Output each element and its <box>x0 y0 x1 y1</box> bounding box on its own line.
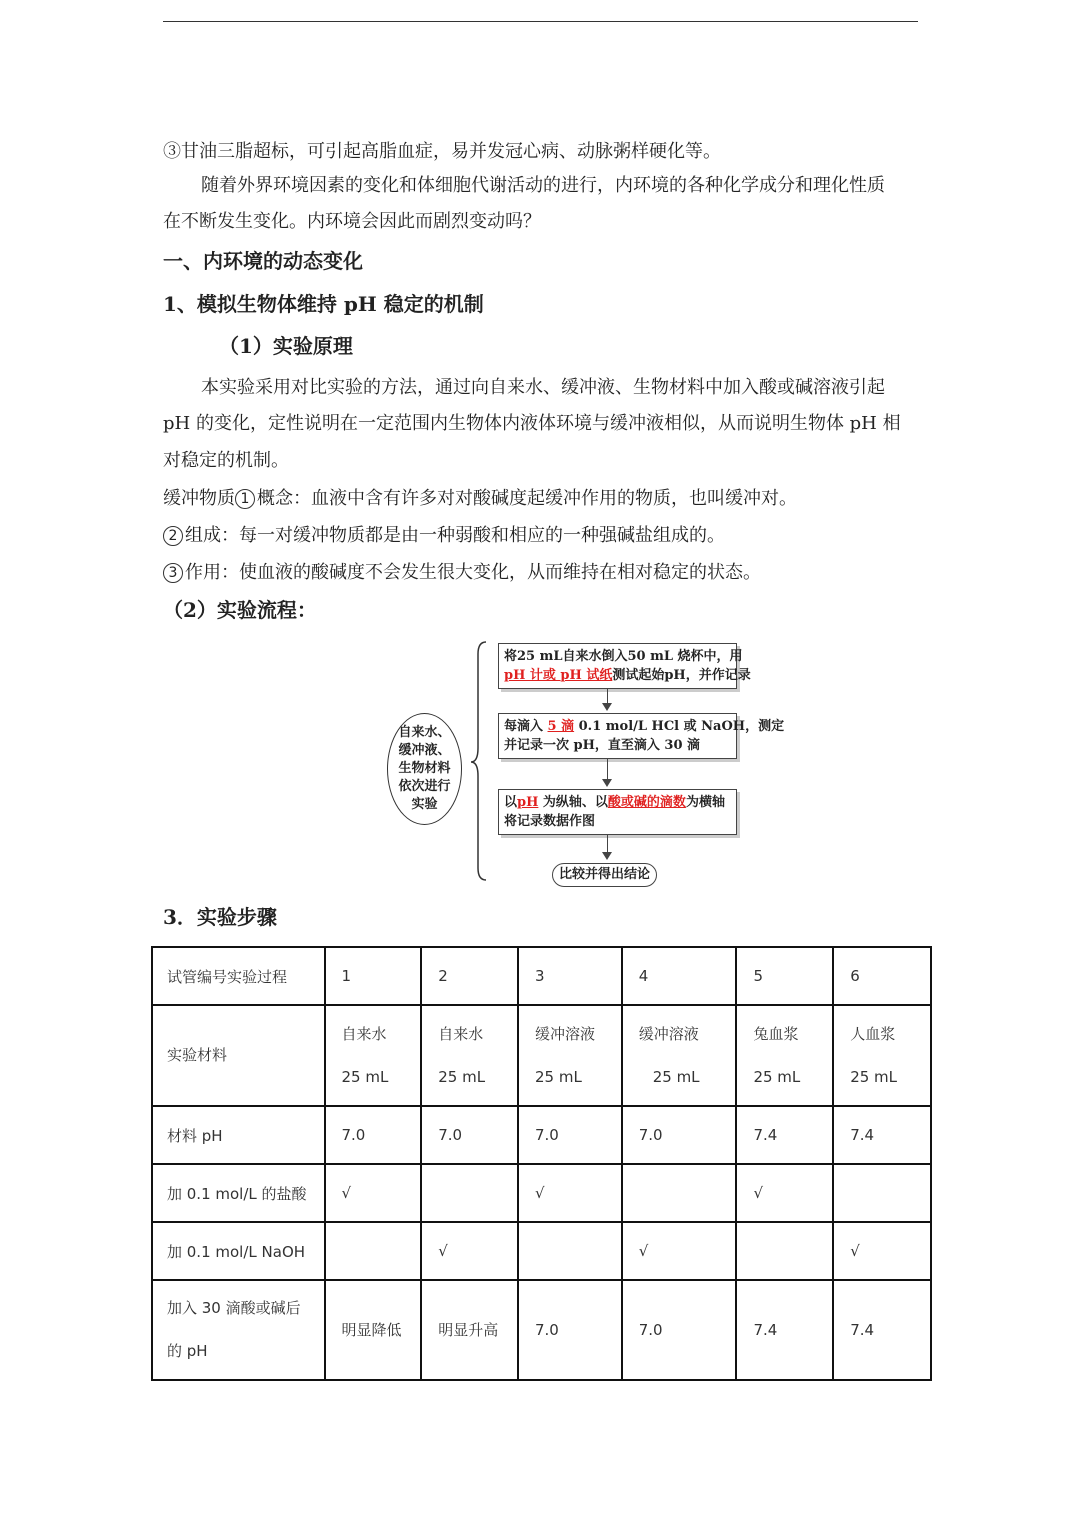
heading-principle: （1）实验原理 <box>219 334 353 358</box>
highlight-text: 酸或碱的滴数 <box>607 795 686 810</box>
material-volume: 25 mL <box>753 1067 801 1086</box>
flow-step-2 <box>498 713 785 759</box>
check-cell: √ <box>518 1164 622 1222</box>
flow-step-3 <box>498 789 737 835</box>
table-cell: 7.0 <box>518 1280 622 1380</box>
flow-step-3-line-1 <box>504 793 731 812</box>
check-cell: √ <box>736 1164 833 1222</box>
table-row <box>152 1164 931 1222</box>
oval-line: 依次进行 <box>398 779 451 794</box>
table-cell: 明显降低 <box>325 1280 422 1380</box>
flow-step-1-line-1: 将25 mL自来水倒入50 mL 烧杯中，用 <box>504 649 743 664</box>
oval-line: 缓冲液、 <box>398 743 451 758</box>
intro-line-3: 在不断发生变化。内环境会因此而剧烈变动吗？ <box>163 211 541 232</box>
check-cell <box>833 1164 931 1222</box>
table-cell: 7.4 <box>736 1280 833 1380</box>
material-volume: 25 mL <box>535 1067 582 1086</box>
table-cell <box>622 1005 737 1106</box>
flow-text: 测试起始pH，并作记录 <box>612 668 751 683</box>
buffer-composition <box>163 517 923 554</box>
table-cell: 1 <box>325 947 422 1005</box>
table-row <box>152 1280 931 1380</box>
highlight-text: pH 计或 pH 试纸 <box>504 668 613 683</box>
material-name: 自来水 <box>438 1024 484 1043</box>
intro-line-1: ③甘油三脂超标，可引起高脂血症，易并发冠心病、动脉粥样硬化等。 <box>163 141 721 162</box>
table-cell <box>325 1005 422 1106</box>
table-cell: 6 <box>833 947 931 1005</box>
table-cell <box>736 1005 833 1106</box>
table-cell: 实验材料 <box>152 1005 325 1106</box>
highlight-text: pH <box>517 795 539 810</box>
heading-procedure: （2）实验流程： <box>163 598 317 622</box>
table-cell: 7.4 <box>833 1106 931 1164</box>
principle-line-1: 本实验采用对比实验的方法，通过向自来水、缓冲液、生物材料中加入酸或碱溶液引起 <box>201 377 885 398</box>
material-volume: 25 mL <box>652 1067 700 1086</box>
table-cell: 7.4 <box>736 1106 833 1164</box>
table-cell: 7.4 <box>833 1280 931 1380</box>
table-cell: 2 <box>421 947 518 1005</box>
table-cell: 加 0.1 mol/L NaOH <box>152 1222 325 1280</box>
arrow-down-icon <box>602 703 612 711</box>
material-volume: 25 mL <box>438 1067 486 1086</box>
check-cell <box>622 1164 737 1222</box>
buffer-function-text: 作用：使血液的酸碱度不会发生很大变化，从而维持在相对稳定的状态。 <box>185 562 761 583</box>
circled-number: 3 <box>163 563 183 583</box>
flow-step-1-line-2 <box>504 666 751 685</box>
row-label-line: 加入 30 滴酸或碱后 <box>167 1299 301 1317</box>
flow-text: 以 <box>504 795 518 810</box>
principle-line-3: 对稳定的机制。 <box>163 450 289 471</box>
materials-oval <box>387 713 462 825</box>
flow-step-3-line-2: 将记录数据作图 <box>504 814 596 829</box>
material-name: 人血浆 <box>850 1024 896 1043</box>
table-cell: 7.0 <box>518 1106 622 1164</box>
table-row <box>152 1106 931 1164</box>
check-cell <box>736 1222 833 1280</box>
material-name: 缓冲溶液 <box>638 1024 699 1043</box>
circled-number: 1 <box>235 489 255 509</box>
flow-text: 0.1 mol/L HCl 或 NaOH，测定 <box>574 719 785 734</box>
check-cell: √ <box>421 1222 518 1280</box>
oval-line: 自来水、 <box>398 725 451 740</box>
brace-shape <box>470 640 490 885</box>
table-row <box>152 1005 931 1106</box>
check-cell <box>518 1222 622 1280</box>
table-cell <box>421 1005 518 1106</box>
buffer-composition-text: 组成：每一对缓冲物质都是由一种弱酸和相应的一种强碱盐组成的。 <box>185 525 725 546</box>
arrow-down-icon <box>602 779 612 787</box>
row-label-line: 的 pH <box>167 1342 208 1360</box>
material-volume: 25 mL <box>341 1067 389 1086</box>
table-cell: 试管编号实验过程 <box>152 947 325 1005</box>
material-name: 自来水 <box>341 1024 387 1043</box>
table-cell: 明显升高 <box>421 1280 518 1380</box>
header-rule <box>163 21 918 22</box>
check-cell: √ <box>833 1222 931 1280</box>
material-volume: 25 mL <box>850 1067 898 1086</box>
experiment-table <box>151 946 932 1381</box>
highlight-text: 5 滴 <box>547 719 575 734</box>
check-cell: √ <box>325 1164 422 1222</box>
flow-connector <box>607 834 608 854</box>
buffer-function <box>163 554 923 591</box>
check-cell <box>325 1222 422 1280</box>
buffer-prefix: 缓冲物质 <box>163 488 235 509</box>
flow-step-2-line-2: 并记录一次 pH，直至滴入 30 滴 <box>504 738 701 753</box>
material-name: 兔血浆 <box>753 1024 799 1043</box>
oval-line: 生物材料 <box>398 761 451 776</box>
table-cell: 7.0 <box>622 1280 737 1380</box>
table-row <box>152 947 931 1005</box>
check-cell <box>421 1164 518 1222</box>
flow-conclusion: 比较并得出结论 <box>552 863 657 887</box>
circled-number: 2 <box>163 526 183 546</box>
principle-line-2: pH 的变化，定性说明在一定范围内生物体内液体环境与缓冲液相似，从而说明生物体 pH 相 <box>163 413 901 434</box>
material-name: 缓冲溶液 <box>535 1024 596 1043</box>
intro-line-2: 随着外界环境因素的变化和体细胞代谢活动的进行，内环境的各种化学成分和理化性质 <box>201 175 885 196</box>
table-cell: 7.0 <box>421 1106 518 1164</box>
table-cell: 4 <box>622 947 737 1005</box>
flow-text: 为纵轴、以 <box>538 795 608 810</box>
table-row <box>152 1222 931 1280</box>
table-cell <box>152 1280 325 1380</box>
table-cell: 7.0 <box>622 1106 737 1164</box>
heading-steps: 3．实验步骤 <box>163 905 277 929</box>
heading-ph-mechanism: 1、模拟生物体维持 pH 稳定的机制 <box>163 292 484 316</box>
check-cell: √ <box>622 1222 737 1280</box>
table-cell: 5 <box>736 947 833 1005</box>
table-cell <box>833 1005 931 1106</box>
oval-line: 实验 <box>411 797 438 812</box>
arrow-down-icon <box>602 852 612 860</box>
flow-step-1 <box>498 643 751 689</box>
heading-section-1: 一、内环境的动态变化 <box>163 249 363 273</box>
flow-step-2-line-1 <box>504 717 785 736</box>
table-cell <box>518 1005 622 1106</box>
flow-text: 为横轴 <box>685 795 725 810</box>
buffer-concept-text: 概念：血液中含有许多对对酸碱度起缓冲作用的物质，也叫缓冲对。 <box>257 488 797 509</box>
table-cell: 材料 pH <box>152 1106 325 1164</box>
table-cell: 3 <box>518 947 622 1005</box>
buffer-concept <box>163 480 923 517</box>
flow-text: 每滴入 <box>504 719 548 734</box>
table-cell: 7.0 <box>325 1106 422 1164</box>
table-cell: 加 0.1 mol/L 的盐酸 <box>152 1164 325 1222</box>
